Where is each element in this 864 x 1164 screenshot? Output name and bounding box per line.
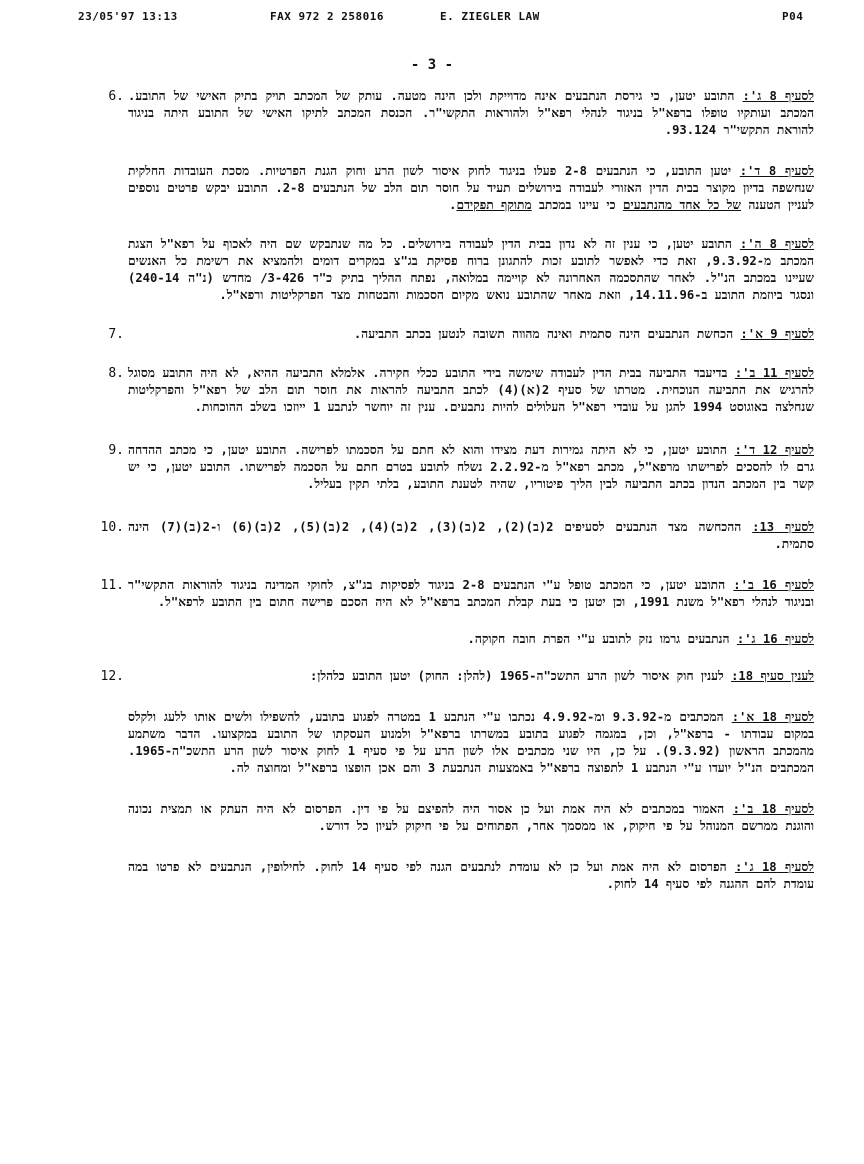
clause-text: בדיעבד התביעה בבית הדין לעבודה שימשה בידי התובע ככלי חקירה. אלמלא התביעה ההיא, לא היה התובע מסוגל להרגיש את התביעה הנוכחית. מטרתו של סעיף 2(א)(4) לכתב התביעה להראות את חוסר תום הלב של רפא"ל והפרקליטות שנחלצה באוגוסט 1994 להגן על עובדי רפא"ל העלולים להיות נתבעים. ענין זה יוחשר לנתבע 1 ייוזכו בשלב ההוכחות. bbox=[128, 366, 814, 414]
paragraph-6-sub bbox=[70, 236, 814, 304]
clause-11b bbox=[124, 365, 814, 416]
clause-emphasis: מתוקף תפקידם bbox=[456, 198, 532, 212]
clause-ref: לסעיף 18 ב': bbox=[732, 802, 814, 816]
clause-ref: לסעיף 18 א': bbox=[731, 710, 814, 724]
clause-text: התובע יטען, כי ענין זה לא נדון בבית הדין לעבודה בירושלים. כל מה שנתבקש שם היה לאכוף על רפא"ל הצגת המכתב מ-9.3.92, זאת כדי לאפשר לתובע זכות להתגונן ברוח פסיקת בג"צ במקרים דומים ולהמציא את רשימת כל האנשים שעיינו במכתב הנ"ל. לאחר שהתסכמה האחרונה לא קויימה במלואה, נפתח ההליך בתיק כ"ד 3-426/ מחדש (נ"ה 240-14) ונסגר ביוזמת התובע ב-14.11.96, וזאת מאחר שהתובע נואש מקיום הסכמות והבטחות מצד הפרקליטות ורפא"ל. bbox=[128, 237, 814, 302]
clause-ref: לסעיף 9 א': bbox=[740, 327, 814, 341]
fax-page: P04 bbox=[782, 10, 804, 23]
clause-9a bbox=[124, 326, 814, 343]
clause-16c bbox=[124, 631, 814, 648]
clause-18c bbox=[124, 859, 814, 893]
clause-ref: לסעיף 8 ג': bbox=[742, 89, 815, 103]
clause-text: הנתבעים גרמו נזק לתובע ע"י הפרת חובה חקוקה. bbox=[467, 632, 737, 646]
clause-ref: לענין סעיף 18: bbox=[731, 669, 814, 683]
clause-text: ההכחשה מצד הנתבעים לסעיפים 2(ב)(2), 2(ב)(3), 2(ב)(4), 2(ב)(5), 2(ב)(6) ו-2(ב)(7) הינה סתמית. bbox=[128, 520, 814, 551]
clause-text: יטען התובע, כי הנתבעים 2-8 פעלו בניגוד לחוק איסור לשון הרע וחוק הגנת הפרטיות. מסכת העובדות החלקית שנחשפה בדיון מקוצר בבית הדין האזורי לעבודה בירושלים תעיד על חוסר תום הלב של הנתבעים 2-8. התובע יבקש פרטים נוספים לעניין הטענה bbox=[128, 164, 814, 212]
paragraph-number: 6. bbox=[108, 89, 124, 104]
clause-text: המכתבים מ-9.3.92 ומ-4.9.92 נכתבו ע"י הנתבע 1 במטרה לפגוע בתובע, להשפילו ולשים אותו ללעג ולקלס במקום עבודתו - ברפא"ל, וכן, במגמה לפגוע בתובע במשרתו ברפא"ל ולמנוע העסקתו של התובע במקצועו. הדבר משתמע מהמכתב הראשון (9.3.92). על כן, היו שני מכתבים אלו לשון הרע על פי סעיף 1 לחוק איסור לשון הרע התשכ"ה-1965. המכתבים הנ"ל יועדו ע"י הנתבע 1 לתפוצה ברפא"ל באמצעות הנתבעת 3 והם אכן הופצו ברפא"ל ומחוצה לה. bbox=[128, 710, 815, 775]
paragraph-number bbox=[70, 236, 124, 304]
paragraph-10 bbox=[70, 519, 814, 553]
clause-ref: לסעיף 11 ב': bbox=[734, 366, 814, 380]
clause-text: התובע יטען, כי המכתב טופל ע"י הנתבעים 2-8 בניגוד לפסיקות בג"צ, לחוקי המדינה בניגוד להוראות התקשי"ר ובניגוד לנהלי רפא"ל משנת 1991, וכן יטען כי בעת קבלת המכתב ברפא"ל לא היה הסכם פרישה חתום בין התובע לרפא"ל. bbox=[128, 578, 814, 609]
paragraph-6-sub bbox=[70, 163, 814, 214]
fax-sender: E. ZIEGLER LAW bbox=[440, 10, 540, 23]
paragraph-6 bbox=[70, 88, 814, 139]
clause-16b bbox=[124, 577, 814, 611]
paragraph-8 bbox=[70, 365, 814, 416]
paragraph-12 bbox=[70, 668, 814, 685]
paragraph-9 bbox=[70, 442, 814, 493]
paragraph-number bbox=[70, 631, 124, 648]
paragraph-number bbox=[70, 709, 124, 777]
paragraph-12-sub bbox=[70, 859, 814, 893]
clause-text: הפרסום לא היה אמת ועל כן לא עומדת לנתבעים הגנה לפי סעיף 14 לחוק. לחילופין, הנתבעים לא פרטו במה עומדת להם ההגנה לפי סעיף 14 לחוק. bbox=[128, 860, 814, 891]
paragraph-12-sub bbox=[70, 801, 814, 835]
clause-13 bbox=[124, 519, 814, 553]
clause-18a bbox=[124, 709, 814, 777]
clause-emphasis: של כל אחד מהנתבעים bbox=[622, 198, 742, 212]
clause-text: התובע יטען, כי לא היתה גמירות דעת מצידו והוא לא חתם על הסכמתו לפרישה. התובע יטען, כי מכתב ההדחה גרם לו להסכים לפרישתו מרפא"ל, מכתב רפא"ל מ-2.2.92 נשלח לתובע בטרם חתם על הסכמה לפרישתו. התובע יטען, כי יש קשר בין המכתב הנדון בכתב התביעה לבין הליך פיטוריו, שהיה לטענת התובע, בלתי תקין בעליל. bbox=[128, 443, 814, 491]
clause-18 bbox=[124, 668, 814, 685]
paragraph-7 bbox=[70, 326, 814, 343]
paragraph-number: 12. bbox=[100, 669, 124, 684]
paragraph-11 bbox=[70, 577, 814, 611]
paragraph-12-sub bbox=[70, 709, 814, 777]
paragraph-number: 8. bbox=[108, 366, 124, 381]
paragraph-11-sub bbox=[70, 631, 814, 648]
clause-8d bbox=[124, 163, 814, 214]
paragraph-number: 10. bbox=[100, 520, 124, 535]
clause-ref: לסעיף 13: bbox=[752, 520, 815, 534]
clause-ref: לסעיף 16 ג': bbox=[736, 632, 814, 646]
clause-text: לענין חוק איסור לשון הרע התשכ"ה-1965 (להלן: החוק) יטען התובע כלהלן: bbox=[309, 669, 732, 683]
clause-text: התובע יטען, כי גירסת הנתבעים אינה מדוייקת ולכן הינה מטעה. עותק של המכתב תויק בתיק האישי של התובע. המכתב ועותקיו טופלו ברפא"ל בניגוד לנהלי רפא"ל ולהוראות התקשי"ר. הכנסת המכתב לתיקו האישי של התובע היתה בניגוד להוראת התקשי"ר 93.124. bbox=[128, 89, 814, 137]
page-number: - 3 - bbox=[410, 57, 454, 73]
clause-ref: לסעיף 8 ה': bbox=[739, 237, 815, 251]
clause-ref: לסעיף 16 ב': bbox=[733, 578, 814, 592]
paragraph-number bbox=[70, 163, 124, 214]
clause-8c bbox=[124, 88, 814, 139]
paragraph-number bbox=[70, 859, 124, 893]
clause-ref: לסעיף 12 ד': bbox=[734, 443, 815, 457]
clause-12d bbox=[124, 442, 814, 493]
document-body bbox=[70, 88, 814, 893]
fax-number: FAX 972 2 258016 bbox=[270, 10, 384, 23]
paragraph-number: 11. bbox=[100, 578, 124, 593]
clause-text: הכחשת הנתבעים הינה סתמית ואינה מהווה תשובה לנטען בכתב התביעה. bbox=[353, 327, 741, 341]
clause-18b bbox=[124, 801, 814, 835]
clause-text: האמור במכתבים לא היה אמת ועל כן אסור היה להפיצם על פי דין. הפרסום לא היה העתק או תמצית נכונה והוגנת ממרשם המנוהל על פי חיקוק, או ממסמך אחר, הפתוחים על פי חיקוק לעיון כל דורש. bbox=[128, 802, 814, 833]
fax-datetime: 23/05'97 13:13 bbox=[78, 10, 178, 23]
fax-header bbox=[0, 10, 864, 26]
clause-text: . bbox=[449, 198, 457, 212]
clause-text: כי עיינו במכתב bbox=[531, 198, 623, 212]
clause-8e bbox=[124, 236, 814, 304]
paragraph-number: 7. bbox=[108, 327, 124, 342]
paragraph-number: 9. bbox=[108, 443, 124, 458]
clause-ref: לסעיף 8 ד': bbox=[739, 164, 814, 178]
paragraph-number bbox=[70, 801, 124, 835]
clause-ref: לסעיף 18 ג': bbox=[734, 860, 814, 874]
